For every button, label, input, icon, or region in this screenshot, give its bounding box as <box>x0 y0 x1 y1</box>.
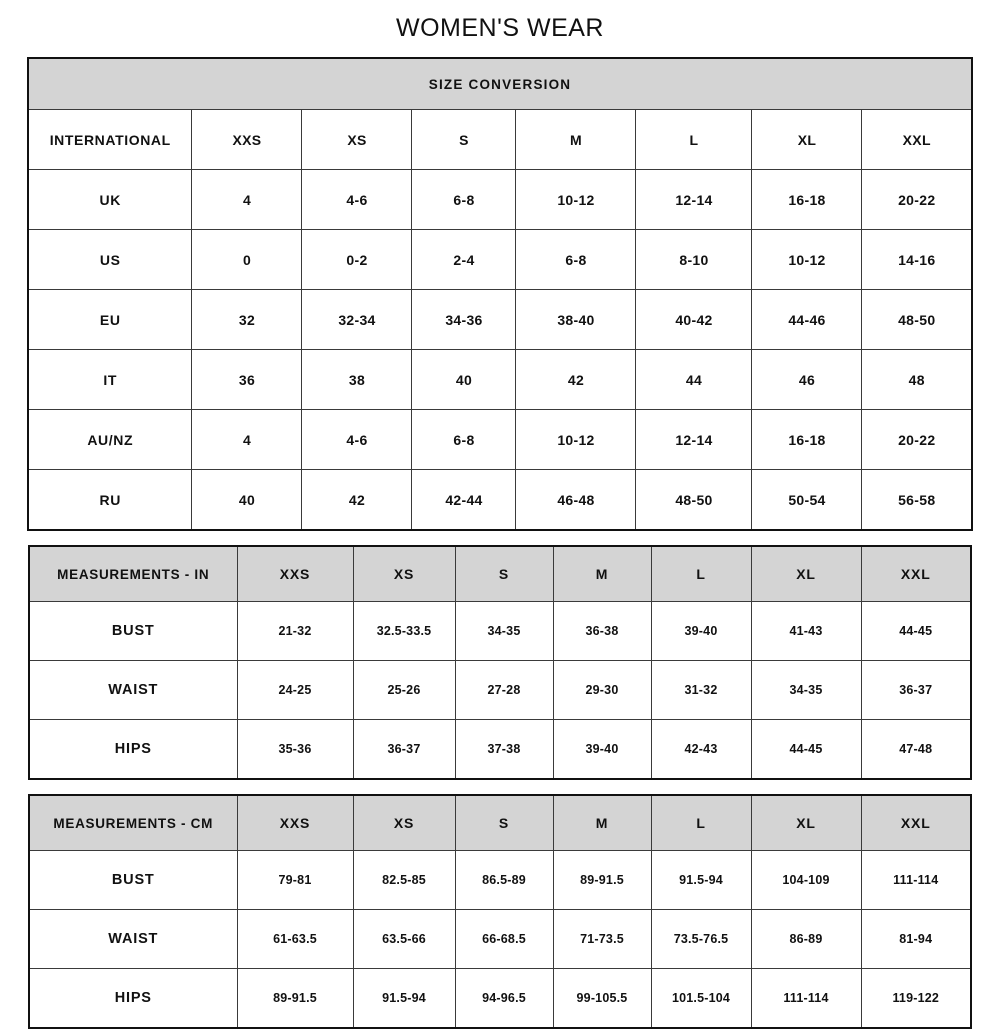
table-cell: 61-63.5 <box>237 910 353 969</box>
column-header-l: L <box>636 110 752 170</box>
table-row <box>29 602 971 661</box>
table-cell: 36-37 <box>861 661 971 720</box>
table-row <box>28 410 972 470</box>
row-label-it: IT <box>28 350 192 410</box>
measurements-cm-table <box>28 794 972 1029</box>
table-cell: 89-91.5 <box>553 851 651 910</box>
table-cell: 4-6 <box>302 410 412 470</box>
table-cell: 6-8 <box>412 170 516 230</box>
table-cell: 4-6 <box>302 170 412 230</box>
table-cell: 38-40 <box>516 290 636 350</box>
table-cell: 99-105.5 <box>553 969 651 1029</box>
table-cell: 47-48 <box>861 720 971 780</box>
table-row <box>28 290 972 350</box>
table-cell: 4 <box>192 410 302 470</box>
table-row <box>29 969 971 1029</box>
row-label-us: US <box>28 230 192 290</box>
table-cell: 44-45 <box>751 720 861 780</box>
column-header-xxs: XXS <box>237 546 353 602</box>
column-header-l: L <box>651 795 751 851</box>
row-label-aunz: AU/NZ <box>28 410 192 470</box>
table-cell: 34-36 <box>412 290 516 350</box>
column-header-m: M <box>516 110 636 170</box>
column-header-xxs: XXS <box>192 110 302 170</box>
table-cell: 6-8 <box>516 230 636 290</box>
table-cell: 63.5-66 <box>353 910 455 969</box>
column-header-s: S <box>455 546 553 602</box>
table-cell: 38 <box>302 350 412 410</box>
table-cell: 32 <box>192 290 302 350</box>
row-label-waist: WAIST <box>29 661 237 720</box>
table-cell: 37-38 <box>455 720 553 780</box>
table-header-row <box>29 795 971 851</box>
table-cell: 94-96.5 <box>455 969 553 1029</box>
column-header-m: M <box>553 795 651 851</box>
table-cell: 36-38 <box>553 602 651 661</box>
table-cell: 0-2 <box>302 230 412 290</box>
row-label-eu: EU <box>28 290 192 350</box>
table-cell: 40-42 <box>636 290 752 350</box>
table-row <box>29 661 971 720</box>
table-cell: 91.5-94 <box>353 969 455 1029</box>
column-header-m: M <box>553 546 651 602</box>
column-header-s: S <box>412 110 516 170</box>
column-header-xl: XL <box>751 546 861 602</box>
row-label-hips: HIPS <box>29 720 237 780</box>
table-cell: 71-73.5 <box>553 910 651 969</box>
table-cell: 48 <box>862 350 972 410</box>
table-cell: 4 <box>192 170 302 230</box>
table-cell: 50-54 <box>752 470 862 531</box>
table-banner-row <box>28 58 972 110</box>
row-label-waist: WAIST <box>29 910 237 969</box>
table-cell: 81-94 <box>861 910 971 969</box>
table-cell: 31-32 <box>651 661 751 720</box>
row-label-uk: UK <box>28 170 192 230</box>
row-label-bust: BUST <box>29 851 237 910</box>
table-cell: 82.5-85 <box>353 851 455 910</box>
row-label-bust: BUST <box>29 602 237 661</box>
column-header-international: INTERNATIONAL <box>28 110 192 170</box>
table-cell: 32-34 <box>302 290 412 350</box>
table-cell: 12-14 <box>636 170 752 230</box>
table-cell: 8-10 <box>636 230 752 290</box>
table-cell: 73.5-76.5 <box>651 910 751 969</box>
table-cell: 36 <box>192 350 302 410</box>
table-cell: 24-25 <box>237 661 353 720</box>
table-cell: 46 <box>752 350 862 410</box>
table-cell: 10-12 <box>516 410 636 470</box>
table-cell: 29-30 <box>553 661 651 720</box>
table-cell: 16-18 <box>752 410 862 470</box>
column-header-measurements-in: MEASUREMENTS - IN <box>29 546 237 602</box>
table-header-row <box>29 546 971 602</box>
column-header-xxl: XXL <box>861 795 971 851</box>
table-cell: 79-81 <box>237 851 353 910</box>
table-cell: 40 <box>192 470 302 531</box>
table-cell: 40 <box>412 350 516 410</box>
table-cell: 101.5-104 <box>651 969 751 1029</box>
column-header-xxl: XXL <box>861 546 971 602</box>
column-header-xs: XS <box>302 110 412 170</box>
table-cell: 44-46 <box>752 290 862 350</box>
table-cell: 104-109 <box>751 851 861 910</box>
table-cell: 10-12 <box>752 230 862 290</box>
table-cell: 44-45 <box>861 602 971 661</box>
table-cell: 111-114 <box>751 969 861 1029</box>
column-header-l: L <box>651 546 751 602</box>
size-conversion-table <box>27 57 973 531</box>
table-cell: 32.5-33.5 <box>353 602 455 661</box>
table-cell: 20-22 <box>862 410 972 470</box>
page-title: WOMEN'S WEAR <box>396 14 604 42</box>
table-row <box>29 720 971 780</box>
column-header-xxs: XXS <box>237 795 353 851</box>
table-row <box>28 350 972 410</box>
table-cell: 42-44 <box>412 470 516 531</box>
column-header-xl: XL <box>751 795 861 851</box>
table-cell: 42 <box>516 350 636 410</box>
table-cell: 41-43 <box>751 602 861 661</box>
measurements-in-table <box>28 545 972 780</box>
table-cell: 48-50 <box>862 290 972 350</box>
table-cell: 48-50 <box>636 470 752 531</box>
table-cell: 56-58 <box>862 470 972 531</box>
table-row <box>28 230 972 290</box>
column-header-xxl: XXL <box>862 110 972 170</box>
table-cell: 34-35 <box>455 602 553 661</box>
table-cell: 66-68.5 <box>455 910 553 969</box>
table-row <box>29 851 971 910</box>
table-cell: 89-91.5 <box>237 969 353 1029</box>
table-cell: 27-28 <box>455 661 553 720</box>
size-conversion-banner: SIZE CONVERSION <box>28 58 972 110</box>
table-cell: 25-26 <box>353 661 455 720</box>
table-cell: 14-16 <box>862 230 972 290</box>
row-label-ru: RU <box>28 470 192 531</box>
column-header-xl: XL <box>752 110 862 170</box>
table-row <box>28 470 972 531</box>
table-cell: 44 <box>636 350 752 410</box>
table-cell: 119-122 <box>861 969 971 1029</box>
table-cell: 16-18 <box>752 170 862 230</box>
table-cell: 86-89 <box>751 910 861 969</box>
table-cell: 2-4 <box>412 230 516 290</box>
column-header-xs: XS <box>353 546 455 602</box>
table-cell: 35-36 <box>237 720 353 780</box>
table-cell: 6-8 <box>412 410 516 470</box>
table-cell: 111-114 <box>861 851 971 910</box>
table-row <box>28 170 972 230</box>
table-cell: 39-40 <box>553 720 651 780</box>
table-cell: 12-14 <box>636 410 752 470</box>
table-cell: 21-32 <box>237 602 353 661</box>
table-cell: 42 <box>302 470 412 531</box>
table-header-row <box>28 110 972 170</box>
table-cell: 91.5-94 <box>651 851 751 910</box>
table-row <box>29 910 971 969</box>
column-header-s: S <box>455 795 553 851</box>
table-cell: 36-37 <box>353 720 455 780</box>
table-cell: 42-43 <box>651 720 751 780</box>
table-cell: 0 <box>192 230 302 290</box>
table-cell: 46-48 <box>516 470 636 531</box>
row-label-hips: HIPS <box>29 969 237 1029</box>
table-cell: 39-40 <box>651 602 751 661</box>
column-header-measurements-cm: MEASUREMENTS - CM <box>29 795 237 851</box>
table-cell: 34-35 <box>751 661 861 720</box>
table-cell: 10-12 <box>516 170 636 230</box>
table-cell: 20-22 <box>862 170 972 230</box>
column-header-xs: XS <box>353 795 455 851</box>
table-cell: 86.5-89 <box>455 851 553 910</box>
